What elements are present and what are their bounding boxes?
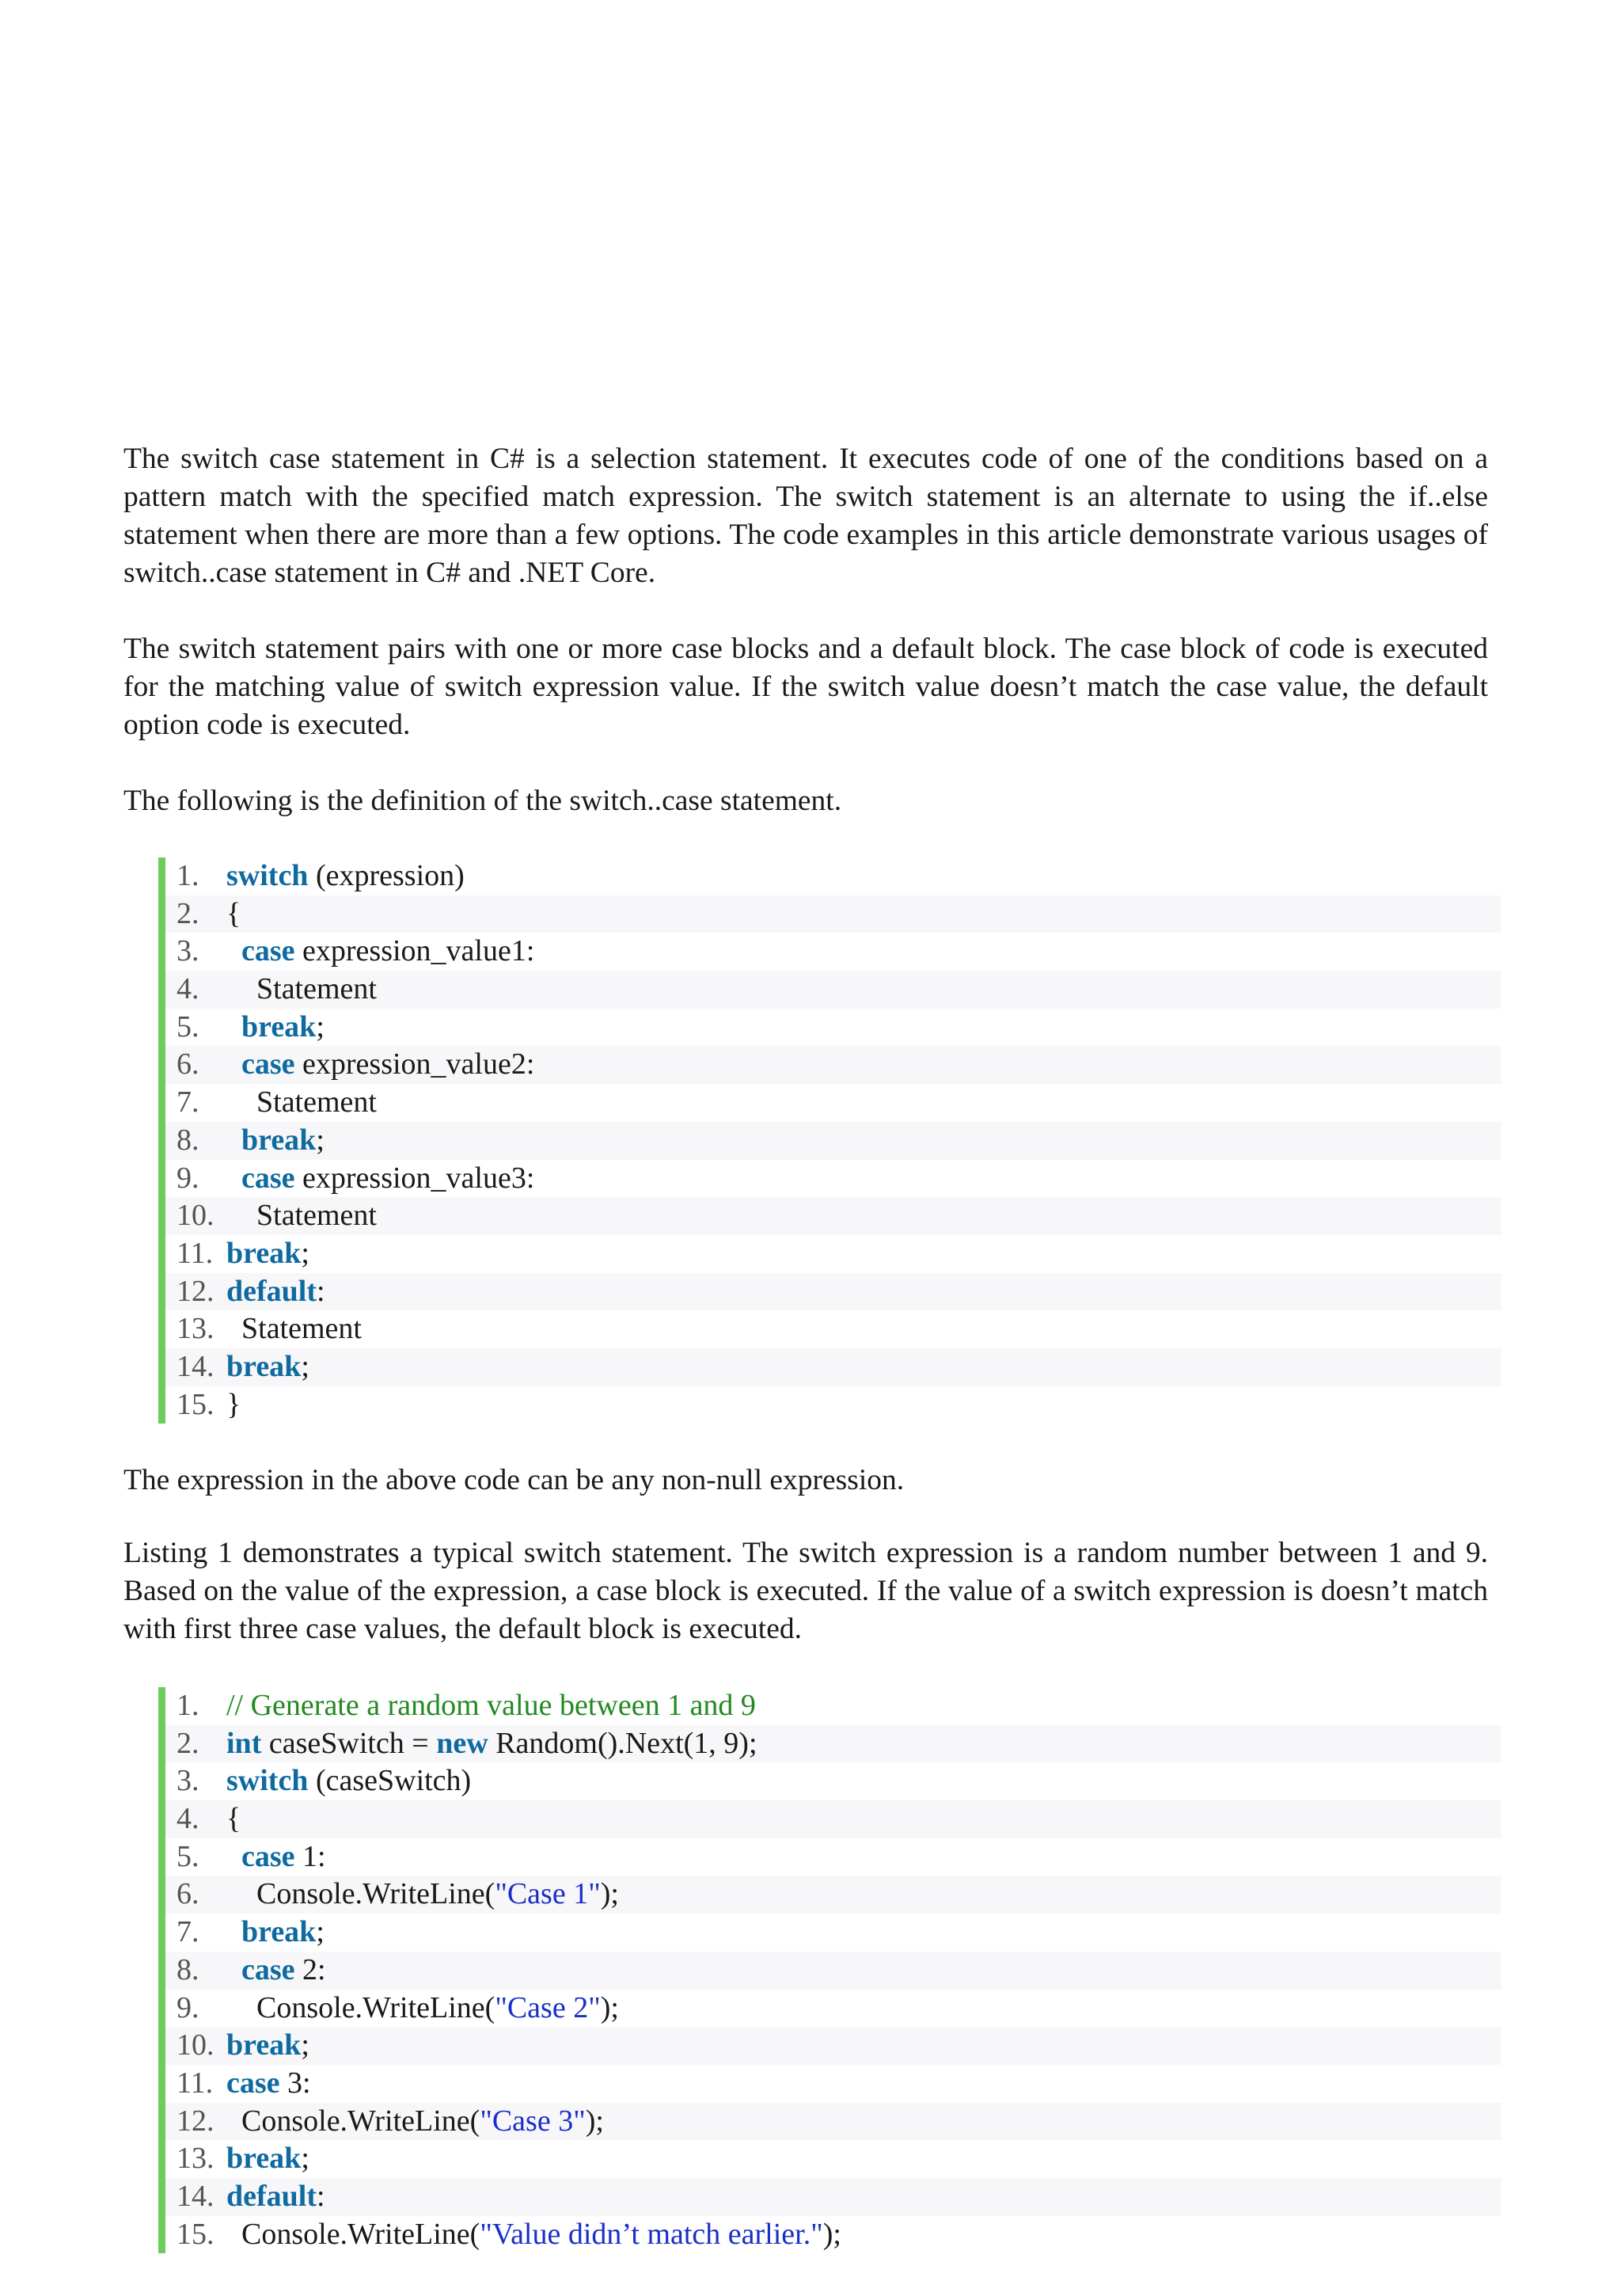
code-text: 1: bbox=[294, 1839, 326, 1873]
code-text: Statement bbox=[256, 1199, 377, 1233]
code-line bbox=[165, 1952, 1501, 1990]
code-text: Statement bbox=[241, 1312, 362, 1346]
code-indent bbox=[226, 1199, 256, 1232]
line-number: 12. bbox=[177, 1274, 214, 1308]
code-text: ; bbox=[301, 2142, 309, 2176]
code-indent bbox=[226, 2104, 241, 2138]
code-text: caseSwitch = bbox=[261, 1726, 437, 1760]
line-number: 13. bbox=[177, 2142, 214, 2176]
code-string: "Value didn’t match earlier." bbox=[480, 2217, 823, 2251]
line-number: 4. bbox=[177, 972, 199, 1006]
line-number: 14. bbox=[177, 2179, 214, 2213]
code-text: expression_value1: bbox=[294, 934, 535, 968]
code-line bbox=[165, 1725, 1501, 1763]
code-line bbox=[165, 1762, 1501, 1800]
code-keyword: break bbox=[241, 1009, 317, 1043]
code-text: Console.WriteLine( bbox=[241, 2104, 480, 2138]
code-text: Console.WriteLine( bbox=[256, 1877, 495, 1911]
expression-note-paragraph: The expression in the above code can be any non-null expression. bbox=[123, 1464, 905, 1496]
code-text: Statement bbox=[256, 972, 377, 1006]
code-indent bbox=[226, 1123, 241, 1157]
line-number: 7. bbox=[177, 1915, 199, 1949]
code-keyword: switch bbox=[226, 1764, 309, 1798]
switch-pairs-paragraph: The switch statement pairs with one or more case blocks and a default block. The case block of code is executed for the matching value of switch expression value. If the switch value doesn’t match the case value, the default option code is executed. bbox=[123, 633, 1488, 741]
code-line bbox=[165, 2140, 1501, 2178]
code-indent bbox=[226, 972, 256, 1005]
line-number: 2. bbox=[177, 896, 199, 930]
code-indent bbox=[226, 1312, 241, 1345]
code-line bbox=[165, 933, 1501, 971]
code-line bbox=[165, 1838, 1501, 1876]
code-text: : bbox=[317, 1274, 325, 1308]
code-text: Console.WriteLine( bbox=[241, 2217, 480, 2251]
code-keyword: break bbox=[226, 1236, 302, 1270]
code-line bbox=[165, 857, 1501, 895]
code-keyword: case bbox=[241, 934, 295, 968]
code-line bbox=[165, 2103, 1501, 2141]
code-line bbox=[165, 895, 1501, 933]
code-line bbox=[165, 971, 1501, 1009]
code-line bbox=[165, 1310, 1501, 1348]
code-line bbox=[165, 1084, 1501, 1122]
code-text: Console.WriteLine( bbox=[256, 1990, 495, 2024]
code-keyword: case bbox=[241, 1047, 295, 1081]
code-indent bbox=[226, 2218, 241, 2251]
code-text: ; bbox=[316, 1123, 325, 1157]
code-text: ; bbox=[316, 1915, 325, 1949]
line-number: 1. bbox=[177, 859, 199, 892]
code-indent bbox=[226, 1915, 241, 1948]
code-keyword: case bbox=[241, 1839, 295, 1873]
code-indent bbox=[226, 1991, 256, 2024]
line-number: 10. bbox=[177, 1199, 214, 1233]
code-block-listing-1 bbox=[158, 1687, 1501, 2253]
code-line bbox=[165, 2216, 1501, 2254]
code-indent bbox=[226, 1010, 241, 1043]
code-line bbox=[165, 2027, 1501, 2065]
code-text: 3: bbox=[279, 2066, 311, 2100]
code-line bbox=[165, 1197, 1501, 1235]
code-text: ; bbox=[301, 1349, 309, 1383]
code-string: "Case 2" bbox=[495, 1990, 601, 2024]
code-text: ; bbox=[301, 1236, 309, 1270]
line-number: 1. bbox=[177, 1689, 199, 1722]
code-indent bbox=[226, 1161, 241, 1195]
line-number: 11. bbox=[177, 1236, 214, 1270]
code-keyword: default bbox=[226, 2179, 317, 2213]
code-keyword: int bbox=[226, 1726, 262, 1760]
code-line bbox=[165, 2065, 1501, 2103]
code-keyword: break bbox=[241, 1123, 317, 1157]
line-number: 8. bbox=[177, 1952, 199, 1986]
code-line bbox=[165, 1876, 1501, 1914]
code-indent bbox=[226, 1047, 241, 1081]
code-line bbox=[165, 1273, 1501, 1311]
code-keyword: break bbox=[226, 2028, 302, 2062]
listing-1-paragraph: Listing 1 demonstrates a typical switch statement. The switch expression is a random number between 1 and 9. Based on the value of the expression, a case block is executed. If the value of a switch expression is doesn’t match with first three case values, the default block is executed. bbox=[123, 1537, 1488, 1645]
code-indent bbox=[226, 1953, 241, 1986]
code-line bbox=[165, 1348, 1501, 1386]
code-keyword: break bbox=[241, 1915, 317, 1949]
line-number: 3. bbox=[177, 1764, 199, 1798]
code-line bbox=[165, 1235, 1501, 1273]
code-string: "Case 1" bbox=[495, 1877, 601, 1911]
code-text: } bbox=[226, 1387, 241, 1421]
line-number: 6. bbox=[177, 1047, 199, 1081]
code-keyword: break bbox=[226, 2142, 302, 2176]
code-keyword: case bbox=[241, 1952, 295, 1986]
line-number: 14. bbox=[177, 1349, 214, 1383]
code-text: { bbox=[226, 1802, 241, 1836]
code-keyword: default bbox=[226, 1274, 317, 1308]
code-indent bbox=[226, 1840, 241, 1873]
code-line bbox=[165, 1914, 1501, 1952]
code-text: ; bbox=[301, 2028, 309, 2062]
code-text: Random().Next(1, 9); bbox=[488, 1726, 757, 1760]
code-indent bbox=[226, 1085, 256, 1119]
code-keyword: case bbox=[241, 1161, 295, 1195]
code-text: ); bbox=[822, 2217, 841, 2251]
code-string: "Case 3" bbox=[480, 2104, 586, 2138]
code-text: (caseSwitch) bbox=[308, 1764, 472, 1798]
code-line bbox=[165, 1687, 1501, 1725]
code-text: expression_value3: bbox=[294, 1161, 535, 1195]
line-number: 4. bbox=[177, 1802, 199, 1836]
code-keyword: switch bbox=[226, 859, 309, 892]
code-text: { bbox=[226, 896, 241, 930]
code-indent bbox=[226, 1877, 256, 1910]
line-number: 11. bbox=[177, 2066, 214, 2100]
line-number: 7. bbox=[177, 1085, 199, 1119]
line-number: 5. bbox=[177, 1009, 199, 1043]
code-text: expression_value2: bbox=[294, 1047, 535, 1081]
line-number: 12. bbox=[177, 2104, 214, 2138]
code-keyword: break bbox=[226, 1349, 302, 1383]
code-line bbox=[165, 1009, 1501, 1047]
definition-intro-paragraph: The following is the definition of the switch..case statement. bbox=[123, 785, 842, 817]
line-number: 13. bbox=[177, 1312, 214, 1346]
line-number: 3. bbox=[177, 934, 199, 968]
line-number: 15. bbox=[177, 2217, 214, 2251]
code-line bbox=[165, 1990, 1501, 2028]
line-number: 8. bbox=[177, 1123, 199, 1157]
code-text: ); bbox=[585, 2104, 604, 2138]
code-text: (expression) bbox=[308, 859, 465, 892]
line-number: 9. bbox=[177, 1161, 199, 1195]
line-number: 10. bbox=[177, 2028, 214, 2062]
code-text: ; bbox=[316, 1009, 325, 1043]
line-number: 15. bbox=[177, 1387, 214, 1421]
code-line bbox=[165, 1800, 1501, 1838]
code-text: 2: bbox=[294, 1952, 326, 1986]
code-indent bbox=[226, 934, 241, 967]
code-line bbox=[165, 1160, 1501, 1198]
code-text: : bbox=[317, 2179, 325, 2213]
code-keyword: case bbox=[226, 2066, 280, 2100]
line-number: 6. bbox=[177, 1877, 199, 1911]
code-line bbox=[165, 2178, 1501, 2216]
code-text: Statement bbox=[256, 1085, 377, 1119]
line-number: 9. bbox=[177, 1990, 199, 2024]
code-block-definition bbox=[158, 857, 1501, 1424]
code-line bbox=[165, 1046, 1501, 1084]
line-number: 5. bbox=[177, 1839, 199, 1873]
code-line bbox=[165, 1122, 1501, 1160]
code-keyword: new bbox=[436, 1726, 488, 1760]
intro-paragraph: The switch case statement in C# is a selection statement. It executes code of one of the conditions based on a pattern match with the specified match expression. The switch statement is an alternate to using the if..else statement when there are more than a few options. The code examples in this article demonstrate various usages of switch..case statement in C# and .NET Core. bbox=[123, 443, 1488, 589]
code-text: ); bbox=[600, 1877, 619, 1911]
code-line bbox=[165, 1386, 1501, 1424]
code-text: ); bbox=[600, 1990, 619, 2024]
line-number: 2. bbox=[177, 1726, 199, 1760]
code-comment: // Generate a random value between 1 and 9 bbox=[226, 1689, 756, 1722]
